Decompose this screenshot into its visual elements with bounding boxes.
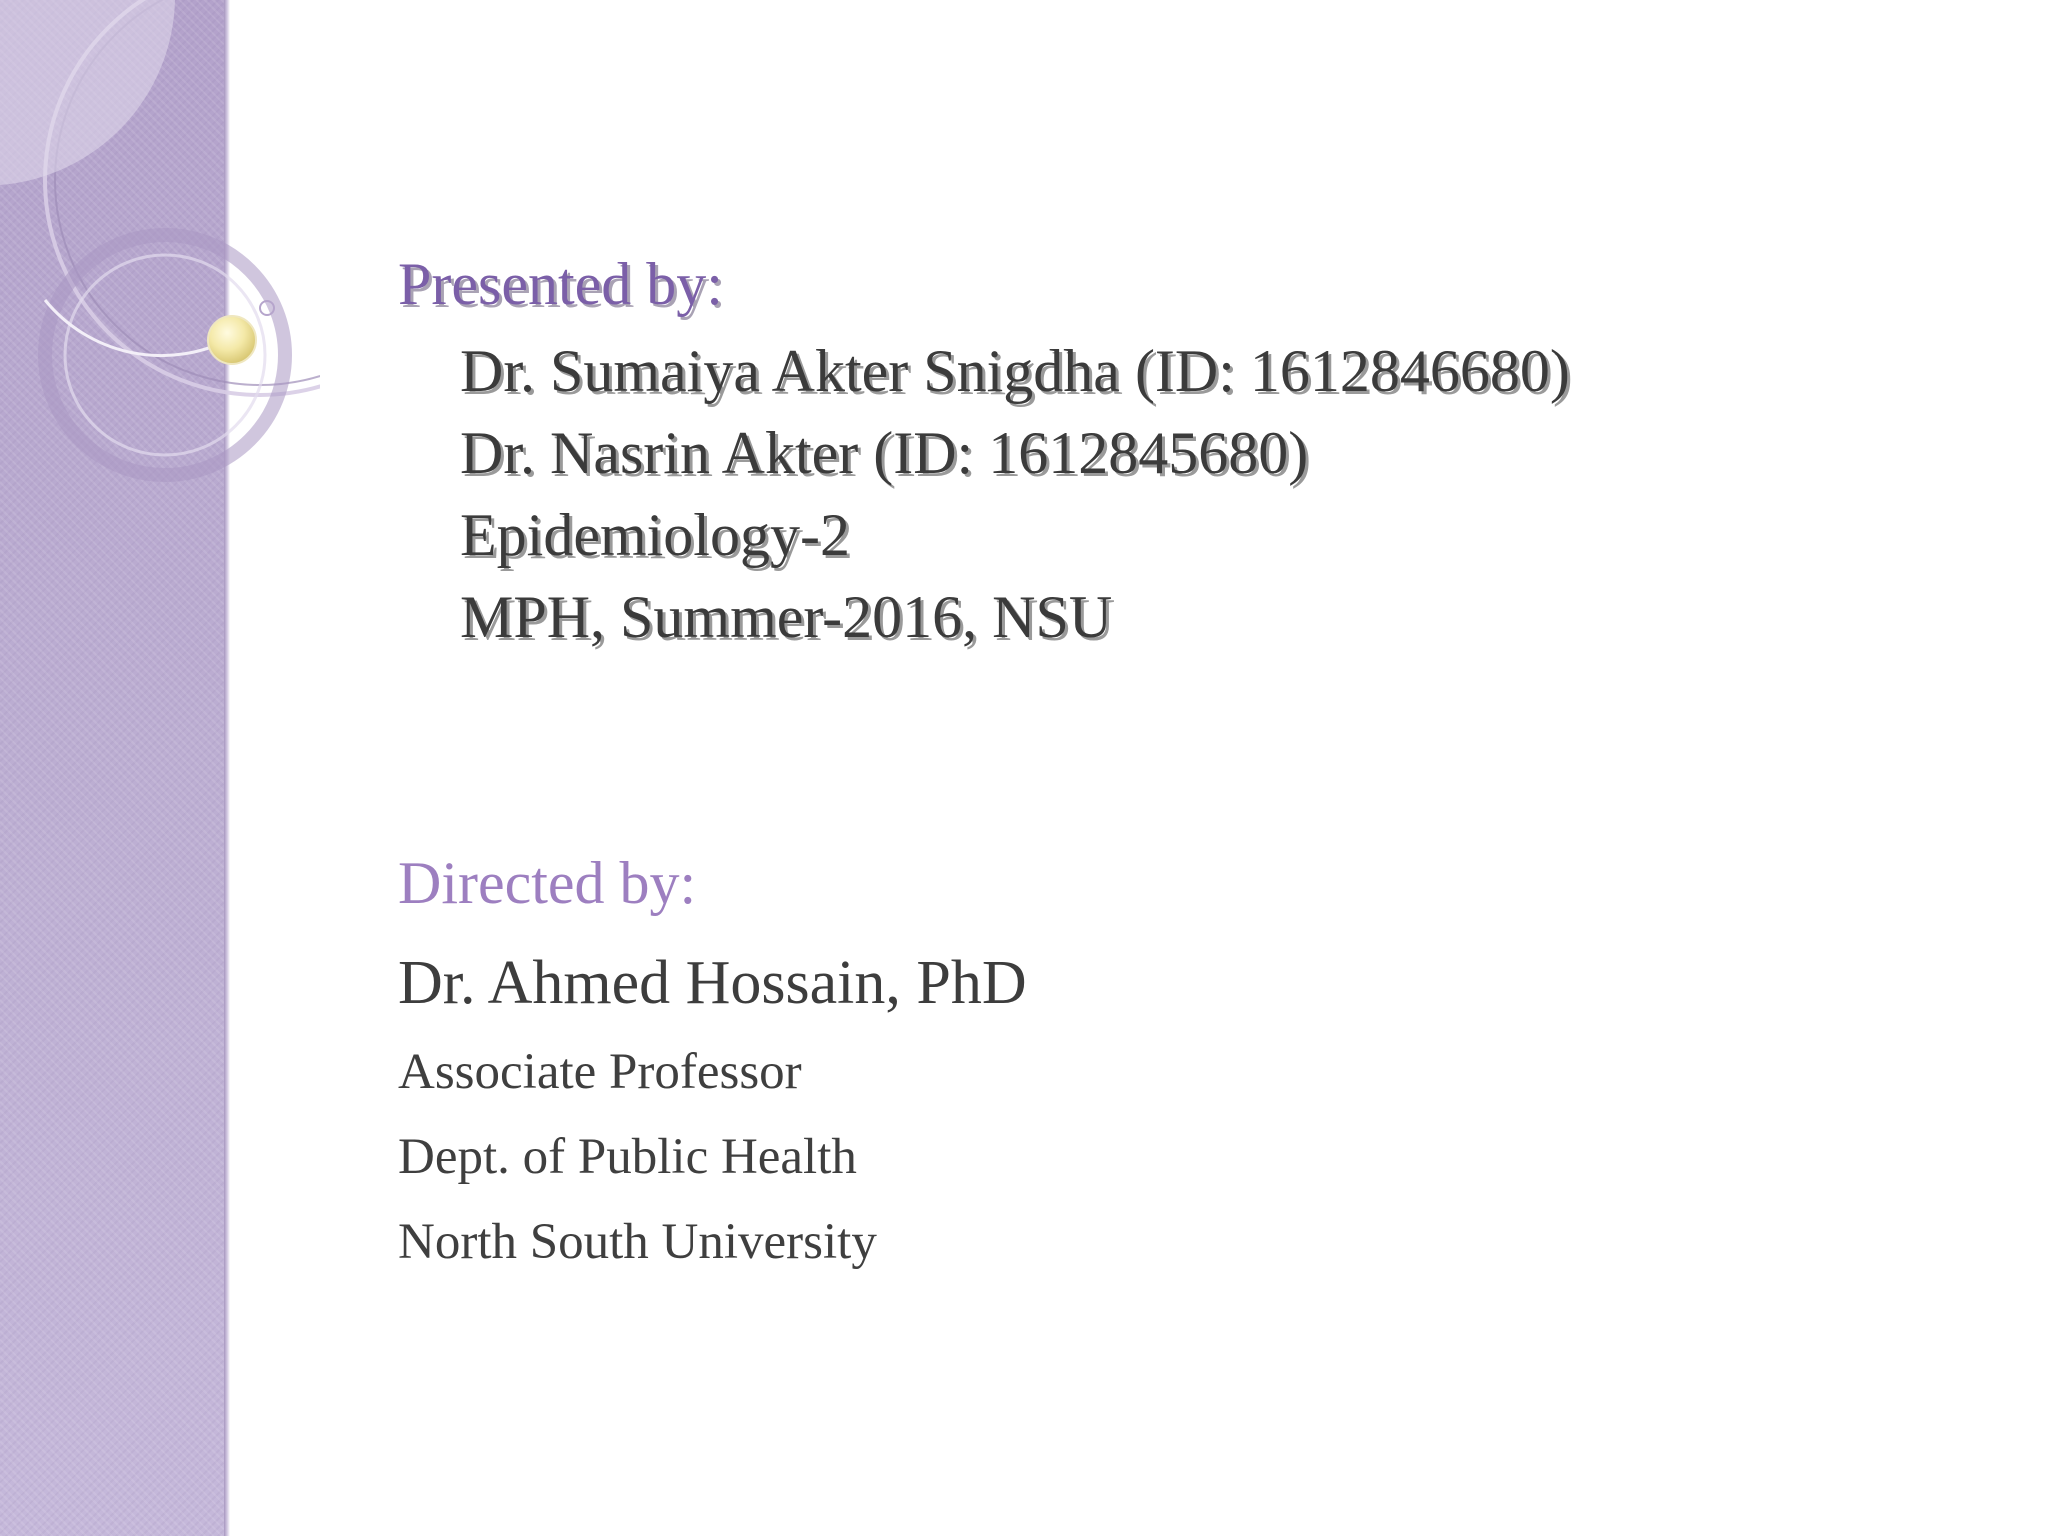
- director-department: Dept. of Public Health: [398, 1129, 857, 1185]
- director-name: Dr. Ahmed Hossain, PhD: [398, 949, 1027, 1017]
- course-name: Epidemiology-2: [460, 502, 850, 568]
- presented-section: [398, 250, 1898, 658]
- director-title: Associate Professor: [398, 1044, 802, 1100]
- presenter-1: Dr. Sumaiya Akter Snigdha (ID: 1612846680): [460, 338, 1570, 404]
- presented-heading: Presented by:: [398, 251, 723, 317]
- program-info: MPH, Summer-2016, NSU: [460, 584, 1113, 650]
- presenter-2: Dr. Nasrin Akter (ID: 1612845680): [460, 420, 1309, 486]
- director-university: North South University: [398, 1214, 877, 1270]
- directed-heading: Directed by:: [398, 850, 697, 916]
- decorative-circles-icon: [0, 0, 320, 520]
